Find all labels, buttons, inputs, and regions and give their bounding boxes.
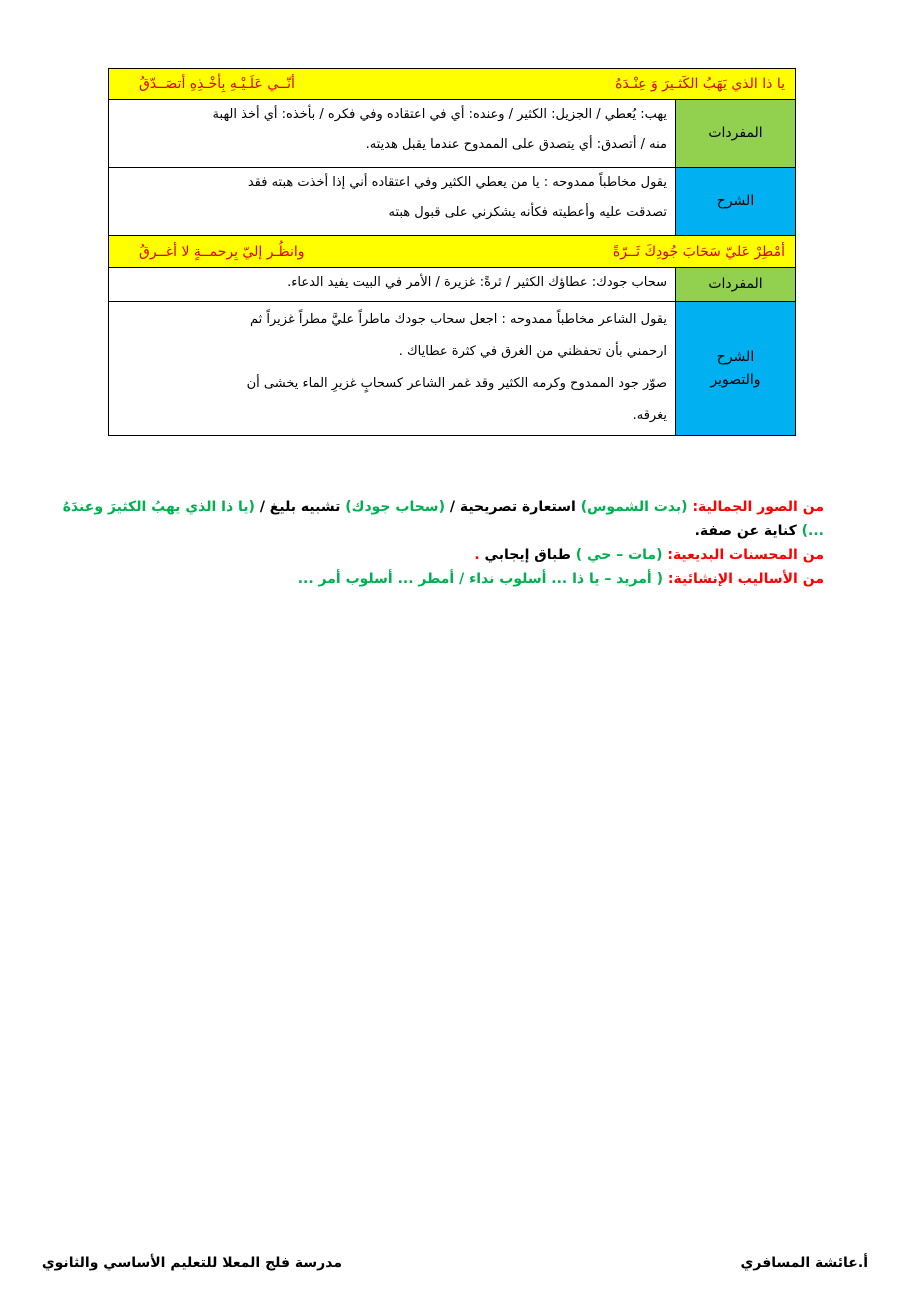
images-note: [50, 495, 824, 543]
insha-example: ( أمريد – يا ذا ... أسلوب نداء / أمطر ... أسلوب أمر ...: [297, 571, 664, 587]
badi-note: [50, 543, 824, 567]
vocab-row-2: [108, 268, 796, 302]
badi-example: (مات – حي ): [575, 547, 663, 563]
explain-line: يغرقه.: [632, 408, 667, 423]
explain-line: يقول مخاطباً ممدوحه : يا من يعطي الكثير وفي اعتقاده أني إذا أخذت هبته فقد: [247, 175, 667, 190]
verse-1-second-hemistich: أنّــي عَلَـيْـهِ بِأخْـذِهِ أتصَــدّقُ: [139, 76, 295, 92]
footer-author: أ.عائشة المسافري: [740, 1255, 868, 1271]
explain-row-2: [108, 302, 796, 436]
explain-line: تصدقت عليه وأعطيته فكأنه يشكرني على قبول هبته: [388, 205, 667, 220]
explain-label-line: الشرح: [716, 349, 755, 366]
badi-dot: .: [474, 547, 480, 563]
explain-label: الشرح: [675, 168, 795, 235]
explain-content-1: [109, 168, 675, 235]
vocab-line: سحاب جودك: عطاؤك الكثير / ثرةً: غزيرة / الأمر في البيت يفيد الدعاء.: [287, 275, 667, 290]
verse-row-1: [108, 68, 796, 100]
images-example: (يا ذا الذي يهبُ الكثيرَ وعندَهُ ...): [62, 499, 824, 539]
insha-label: من الأساليب الإنشائية:: [667, 571, 824, 587]
vocab-content-1: [109, 100, 675, 167]
rhetoric-notes: [50, 495, 824, 591]
footer-school: مدرسة فلج المعلا للتعليم الأساسي والثانوي: [41, 1255, 342, 1271]
vocab-content-2: [109, 268, 675, 301]
verse-2-second-hemistich: وانظُـر إليّ بِرحمــةٍ لا أغــرقُ: [139, 243, 305, 260]
vocab-label: المفردات: [675, 268, 795, 301]
badi-type: طباق إيجابي: [484, 547, 571, 563]
insha-note: [50, 567, 824, 591]
poetry-table: [108, 68, 796, 436]
explain-content-2: [109, 302, 675, 435]
explain-row-1: [108, 168, 796, 236]
vocab-line: منه / أتصدق: أي يتصدق على الممدوح عندما يقبل هديته.: [365, 137, 667, 152]
verse-2-first-hemistich: أمْطِرْ عَليّ سَحَابَ جُودِكَ ثَــرّةً: [612, 243, 785, 260]
explain-line: ارحمني بأن تحفظني من الغرق في كثرة عطاياك .: [398, 344, 667, 359]
vocab-label: المفردات: [675, 100, 795, 167]
images-type: كناية عن صفة.: [694, 523, 797, 539]
vocab-row-1: [108, 100, 796, 168]
images-type: تشبيه بليغ /: [259, 499, 341, 515]
images-example: (سحاب جودك): [345, 499, 445, 515]
vocab-line: يهب: يُعطي / الجزيل: الكثير / وعنده: أي في اعتقاده وفي فكره / بأخذه: أي أخذ الهبة: [212, 107, 667, 122]
verse-1-first-hemistich: يا ذا الذي يَهَبُ الكَثـيرَ وَ عِنْـدَهُ: [615, 76, 785, 92]
explain-line: صوّر جود الممدوح وكرمه الكثير وقد غمر الشاعر كسحابٍ غزيرِ الماء يخشى أن: [246, 376, 667, 391]
images-example: (بدت الشموس): [580, 499, 688, 515]
images-type: استعارة تصريحية /: [449, 499, 576, 515]
explain-label-line: والتصوير: [710, 371, 761, 388]
badi-label: من المحسنات البديعية:: [667, 547, 824, 563]
explain-label-2: [675, 302, 795, 435]
verse-row-2: [108, 236, 796, 268]
explain-line: يقول الشاعر مخاطباً ممدوحه : اجعل سحاب جودك ماطراً عليَّ مطراً غزيراً ثم: [249, 312, 667, 327]
images-label: من الصور الجمالية:: [692, 499, 824, 515]
